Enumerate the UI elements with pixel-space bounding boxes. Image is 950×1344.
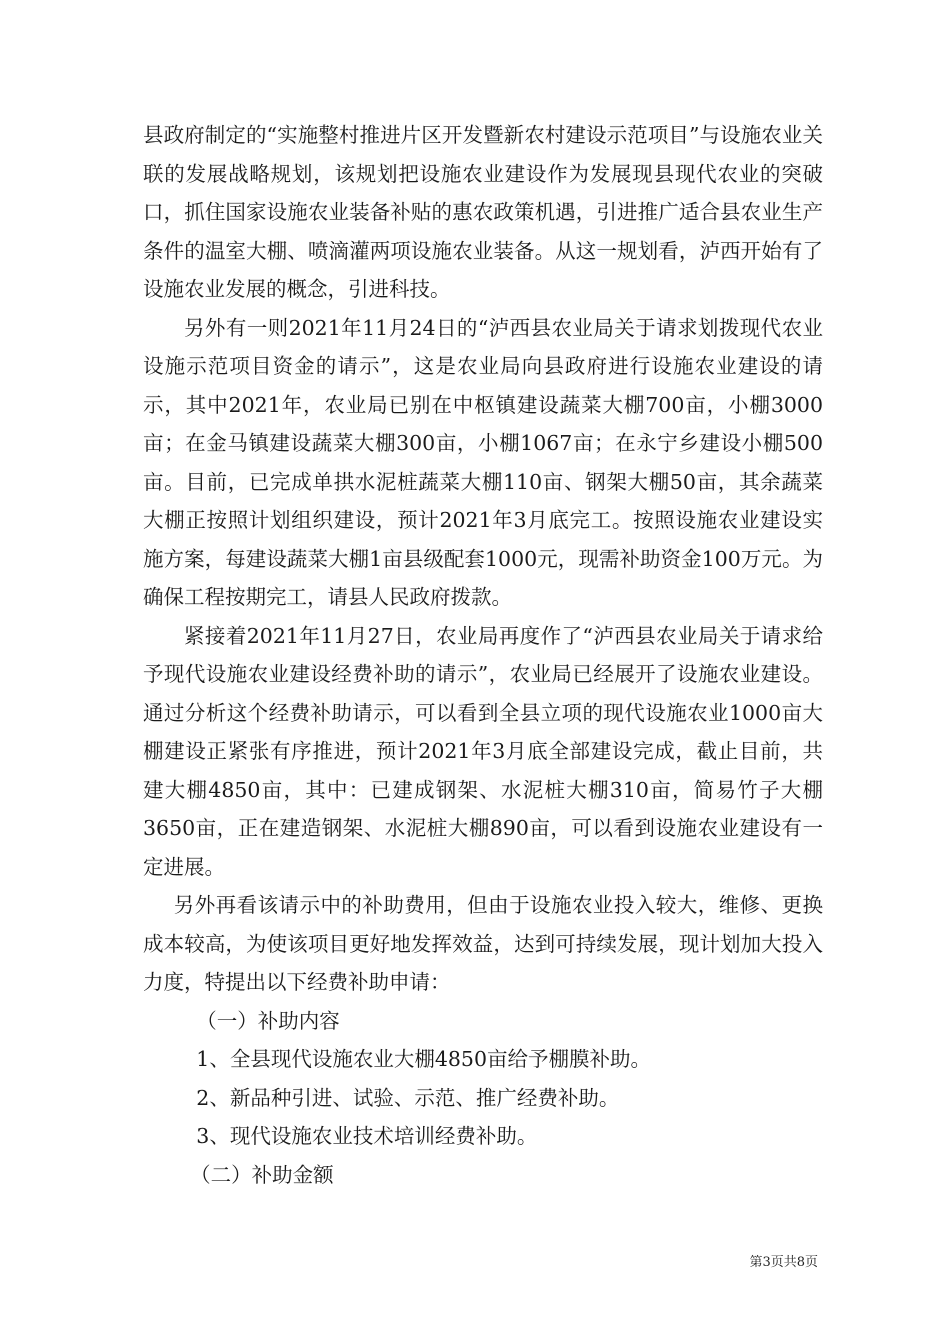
list-item: 3、现代设施农业技术培训经费补助。 [196, 1124, 538, 1148]
page-number: 第3页共8页 [749, 1255, 818, 1270]
section-heading-subsidy-amount: （二）补助金额 [190, 1162, 334, 1187]
section-heading-subsidy-content: （一）补助内容 [196, 1008, 340, 1033]
list-item: 1、全县现代设施农业大棚4850亩给予棚膜补助。 [196, 1047, 652, 1071]
paragraph-funding-request: 另外有一则2021年11月24日的“泸西县农业局关于请求划拨现代农业设施示范项目资金的请示”，这是农业局向县政府进行设施农业建设的请示，其中2021年，农业局已别在中枢镇建设蔬菜大棚700亩，小棚3000亩；在金马镇建设蔬菜大棚300亩，小棚1067亩；在永宁乡建设小棚500亩。目前，已完成单拱水泥桩蔬菜大棚110亩、钢架大棚50亩，其余蔬菜大棚正按照计划组织建设，预计2021年3月底完工。按照设施农业建设实施方案，每建设蔬菜大棚1亩县级配套1000元，现需补助资金100万元。为确保工程按期完工，请县人民政府拨款。 [143, 315, 823, 609]
paragraph-planning: 县政府制定的“实施整村推进片区开发暨新农村建设示范项目”与设施农业关联的发展战略规划，该规划把设施农业建设作为发展现县现代农业的突破口，抓住国家设施农业装备补贴的惠农政策机遇，引进推广适合县农业生产条件的温室大棚、喷滴灌两项设施农业装备。从这一规划看，泸西开始有了设施农业发展的概念，引进科技。 [143, 123, 823, 301]
paragraph-subsidy-costs: 另外再看该请示中的补助费用，但由于设施农业投入较大，维修、更换成本较高，为使该项目更好地发挥效益，达到可持续发展，现计划加大投入力度，特提出以下经费补助申请： [143, 893, 823, 994]
paragraph-subsidy-request: 紧接着2021年11月27日，农业局再度作了“泸西县农业局关于请求给予现代设施农业建设经费补助的请示”，农业局已经展开了设施农业建设。通过分析这个经费补助请示，可以看到全县立项的现代设施农业1000亩大棚建设正紧张有序推进，预计2021年3月底全部建设完成，截止目前，共建大棚4850亩，其中：已建成钢架、水泥桩大棚310亩，简易竹子大棚3650亩，正在建造钢架、水泥桩大棚890亩，可以看到设施农业建设有一定进展。 [143, 623, 823, 879]
document-body [143, 116, 823, 1194]
list-item: 2、新品种引进、试验、示范、推广经费补助。 [196, 1085, 620, 1110]
